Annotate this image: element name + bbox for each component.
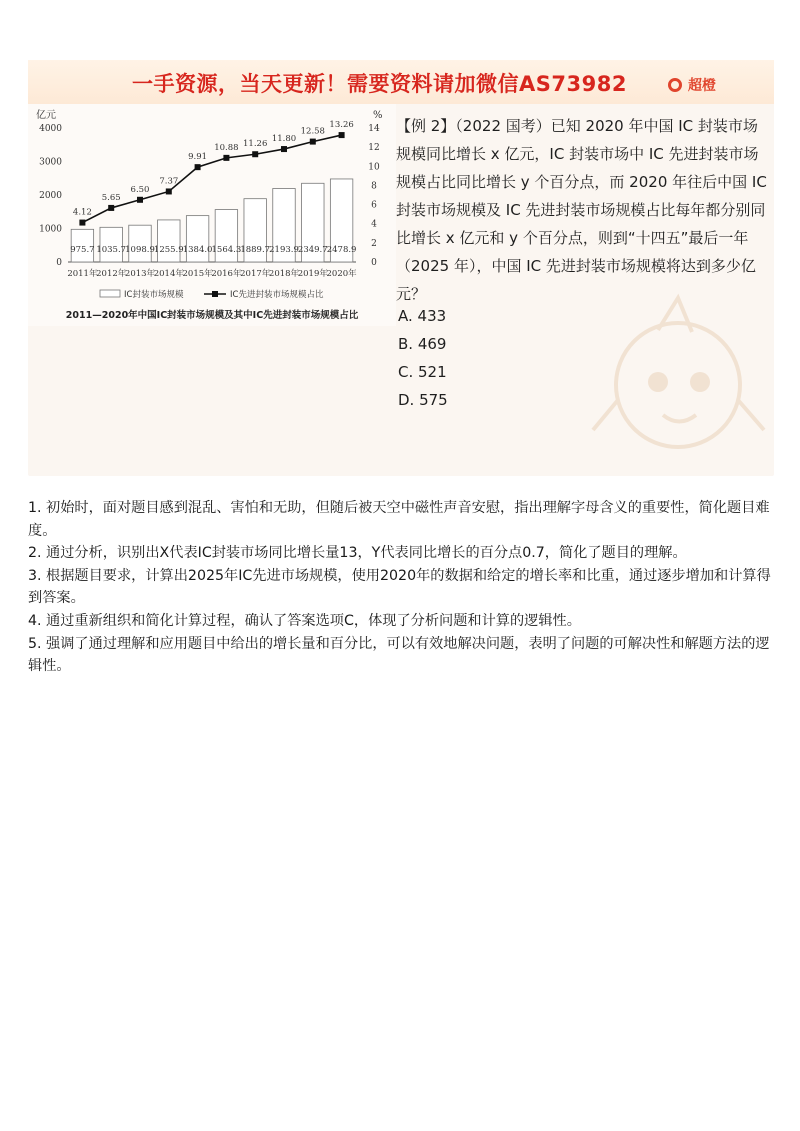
y-axis-title: 亿元 bbox=[36, 110, 56, 121]
legend-bar-swatch bbox=[100, 290, 120, 297]
x-tick-label: 2017年 bbox=[240, 269, 271, 279]
option-b[interactable]: B. 469 bbox=[398, 335, 447, 353]
bar-data-label: 1889.7 bbox=[240, 245, 271, 255]
bar-data-label: 2349.7 bbox=[297, 245, 328, 255]
bar bbox=[158, 220, 180, 262]
line-data-label: 7.37 bbox=[159, 176, 179, 187]
bar bbox=[129, 225, 151, 262]
y2-tick-label: 0 bbox=[371, 258, 377, 268]
line-point bbox=[108, 205, 114, 211]
note-item: 2. 通过分析，识别出X代表IC封装市场同比增长量13，Y代表同比增长的百分点0.7，简化了题目的理解。 bbox=[28, 545, 687, 562]
x-tick-label: 2019年 bbox=[297, 269, 328, 279]
line-point bbox=[137, 197, 143, 203]
chart-title: 2011—2020年中国IC封装市场规模及其中IC先进封装市场规模占比 bbox=[65, 310, 359, 321]
note-item: 1. 初始时，面对题目感到混乱、害怕和无助，但随后被天空中磁性声音安慰，指出理解字母含义的重要性，简化题目难度。 bbox=[28, 500, 770, 539]
question-card bbox=[28, 60, 774, 476]
line-point bbox=[281, 146, 287, 152]
bar-data-label: 1035.7 bbox=[96, 245, 127, 255]
x-tick-label: 2020年 bbox=[326, 269, 357, 279]
line-point bbox=[166, 188, 172, 194]
combo-chart bbox=[28, 104, 396, 326]
y2-tick-label: 8 bbox=[371, 181, 377, 192]
analysis-notes bbox=[28, 497, 776, 678]
line-data-label: 11.80 bbox=[271, 134, 297, 145]
y-tick-label: 3000 bbox=[39, 157, 62, 168]
note-item: 5. 强调了通过理解和应用题目中给出的增长量和百分比，可以有效地解决问题，表明了问题的可解决性和解题方法的逻辑性。 bbox=[28, 635, 770, 675]
x-tick-label: 2012年 bbox=[96, 269, 127, 279]
line-point bbox=[339, 132, 345, 138]
line-point bbox=[223, 155, 229, 161]
bar-data-label: 1098.9 bbox=[125, 245, 155, 255]
legend-line-label: IC先进封装市场规模占比 bbox=[230, 290, 324, 300]
bar-data-label: 2193.9 bbox=[269, 245, 299, 255]
legend-bar-label: IC封装市场规模 bbox=[124, 290, 184, 300]
chart-area bbox=[28, 104, 396, 326]
brand-icon bbox=[668, 78, 682, 92]
x-tick-label: 2011年 bbox=[67, 269, 98, 279]
bar-data-label: 1255.9 bbox=[153, 245, 184, 255]
line-data-label: 12.58 bbox=[300, 126, 325, 137]
option-d[interactable]: D. 575 bbox=[398, 391, 448, 409]
x-tick-label: 2018年 bbox=[268, 269, 300, 279]
line-data-label: 13.26 bbox=[329, 120, 354, 131]
line-data-label: 9.91 bbox=[188, 152, 208, 163]
y2-tick-label: 4 bbox=[371, 219, 377, 230]
line-point bbox=[310, 139, 316, 145]
bar bbox=[186, 216, 208, 262]
line-point bbox=[195, 164, 201, 170]
y2-tick-label: 6 bbox=[371, 200, 377, 211]
line-data-label: 6.50 bbox=[130, 184, 150, 195]
line-point bbox=[252, 151, 258, 157]
x-tick-label: 2013年 bbox=[124, 269, 156, 279]
line-data-label: 5.65 bbox=[101, 192, 121, 203]
note-item: 3. 根据题目要求，计算出2025年IC先进市场规模，使用2020年的数据和给定的增长率和比重，通过逐步增加和计算得到答案。 bbox=[28, 567, 771, 607]
mascot-watermark-icon bbox=[588, 290, 768, 470]
brand-name: 超橙 bbox=[688, 78, 716, 94]
x-tick-label: 2015年 bbox=[182, 269, 213, 279]
y2-tick-label: 2 bbox=[371, 238, 377, 249]
line-data-label: 4.12 bbox=[72, 207, 92, 218]
promo-banner bbox=[28, 60, 774, 104]
bar-data-label: 1384.0 bbox=[182, 245, 213, 255]
y-tick-label: 2000 bbox=[39, 191, 62, 201]
x-tick-label: 2016年 bbox=[211, 269, 242, 279]
y-tick-label: 0 bbox=[56, 258, 62, 268]
option-a[interactable]: A. 433 bbox=[398, 307, 447, 325]
answer-options bbox=[398, 302, 448, 414]
y2-tick-label: 14 bbox=[368, 124, 380, 134]
y-tick-label: 1000 bbox=[39, 224, 62, 235]
brand-logo bbox=[668, 75, 716, 95]
note-item: 4. 通过重新组织和简化计算过程，确认了答案选项C，体现了分析问题和计算的逻辑性。 bbox=[28, 612, 581, 629]
bar-data-label: 2478.9 bbox=[326, 245, 357, 255]
y-tick-label: 4000 bbox=[39, 124, 62, 134]
y2-axis-title: % bbox=[373, 110, 383, 121]
question-text: 【例 2】（2022 国考）已知 2020 年中国 IC 封装市场规模同比增长 x 亿元，IC 封装市场中 IC 先进封装市场规模占比同比增长 y 个百分点，而 2020 年往后中国 IC 封装市场规模及 IC 先进封装市场规模占比每年都分别同比增长 x 亿元和 y 个百分点，则到“十四五”最后一年（2025 年），中国 IC 先进封装市场规模将达到多少亿元？ bbox=[396, 117, 767, 303]
banner-text: 一手资源，当天更新！需要资料请加微信AS73982 bbox=[132, 72, 627, 96]
bar-data-label: 975.7 bbox=[70, 245, 95, 255]
y2-tick-label: 10 bbox=[368, 162, 380, 173]
y2-tick-label: 12 bbox=[368, 143, 380, 154]
x-tick-label: 2014年 bbox=[153, 269, 184, 279]
line-point bbox=[79, 220, 85, 226]
line-data-label: 11.26 bbox=[243, 139, 268, 150]
bar-data-label: 1564.3 bbox=[211, 245, 242, 255]
option-c[interactable]: C. 521 bbox=[398, 363, 447, 381]
line-data-label: 10.88 bbox=[214, 142, 239, 153]
legend-line-marker bbox=[212, 291, 218, 297]
